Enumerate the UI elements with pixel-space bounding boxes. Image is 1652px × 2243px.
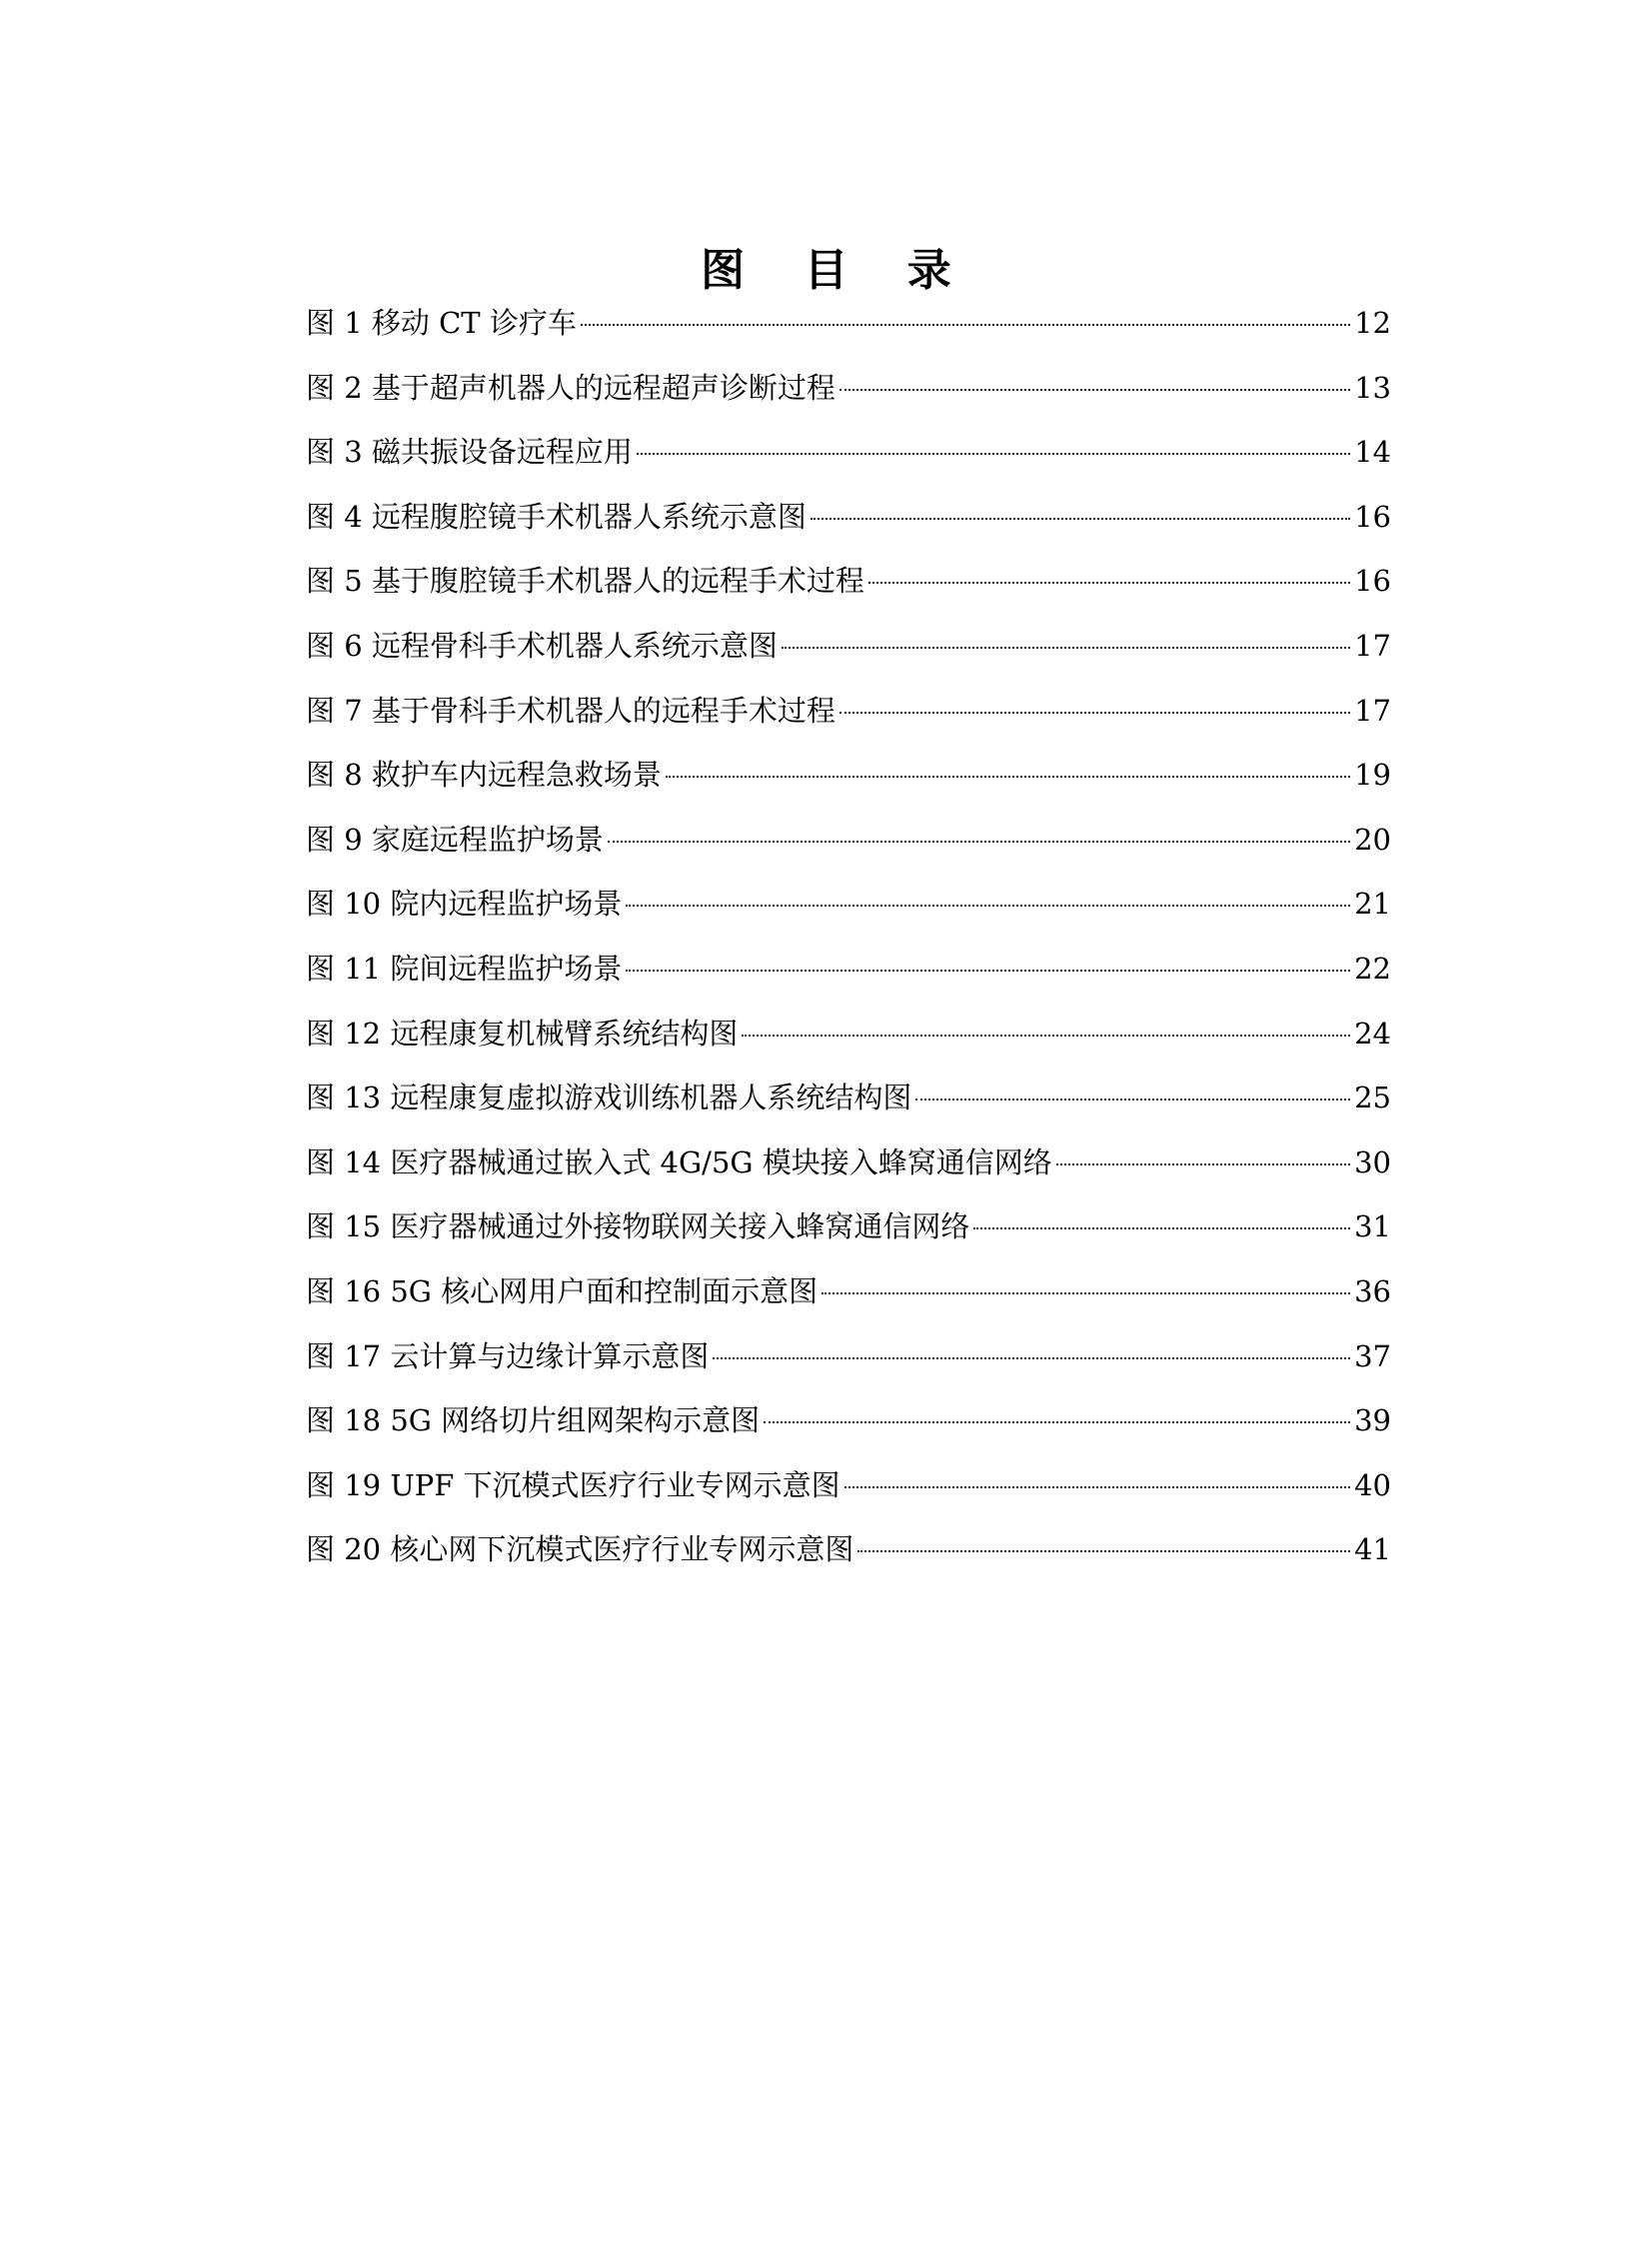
dot-leader <box>713 1357 1350 1359</box>
entry-page-number: 40 <box>1354 1467 1391 1502</box>
entry-title: 图 6 远程骨科手术机器人系统示意图 <box>306 628 778 663</box>
entry-title: 图 18 5G 网络切片组网架构示意图 <box>306 1403 761 1438</box>
toc-entry[interactable] <box>306 679 1391 744</box>
dot-leader <box>666 776 1350 778</box>
toc-entry[interactable] <box>306 1324 1391 1389</box>
dot-leader <box>626 905 1350 907</box>
entry-title: 图 1 移动 CT 诊疗车 <box>306 306 577 340</box>
toc-entry[interactable] <box>306 291 1391 356</box>
entry-page-number: 13 <box>1354 370 1391 405</box>
entry-title: 图 8 救护车内远程急救场景 <box>306 758 662 793</box>
entry-page-number: 12 <box>1354 306 1391 340</box>
toc-entry[interactable] <box>306 1194 1391 1259</box>
entry-page-number: 24 <box>1354 1016 1391 1051</box>
entry-title: 图 15 医疗器械通过外接物联网关接入蜂窝通信网络 <box>306 1209 970 1244</box>
dot-leader <box>581 324 1350 326</box>
entry-title: 图 7 基于骨科手术机器人的远程手术过程 <box>306 693 835 728</box>
entry-page-number: 20 <box>1354 822 1391 857</box>
entry-page-number: 31 <box>1354 1209 1391 1244</box>
entry-page-number: 22 <box>1354 951 1391 986</box>
toc-entry[interactable] <box>306 1259 1391 1324</box>
entry-title: 图 20 核心网下沉模式医疗行业专网示意图 <box>306 1532 854 1567</box>
entry-page-number: 19 <box>1354 758 1391 793</box>
toc-entry[interactable] <box>306 808 1391 873</box>
entry-title: 图 14 医疗器械通过嵌入式 4G/5G 模块接入蜂窝通信网络 <box>306 1144 1052 1179</box>
entry-title: 图 19 UPF 下沉模式医疗行业专网示意图 <box>306 1467 840 1502</box>
dot-leader <box>973 1227 1350 1229</box>
toc-entry[interactable] <box>306 743 1391 808</box>
entry-page-number: 16 <box>1354 564 1391 599</box>
dot-leader <box>868 582 1350 584</box>
toc-entry[interactable] <box>306 1002 1391 1067</box>
entry-page-number: 16 <box>1354 499 1391 534</box>
entry-page-number: 39 <box>1354 1403 1391 1438</box>
entry-page-number: 36 <box>1354 1273 1391 1308</box>
toc-entry[interactable] <box>306 1453 1391 1518</box>
dot-leader <box>839 389 1350 391</box>
toc-entry[interactable] <box>306 614 1391 679</box>
dot-leader <box>608 841 1350 843</box>
toc-entry[interactable] <box>306 420 1391 485</box>
dot-leader <box>915 1099 1350 1101</box>
entry-title: 图 13 远程康复虚拟游戏训练机器人系统结构图 <box>306 1081 912 1116</box>
entry-page-number: 17 <box>1354 628 1391 663</box>
dot-leader <box>857 1550 1350 1552</box>
dot-leader <box>742 1035 1350 1037</box>
toc-entry[interactable] <box>306 549 1391 614</box>
dot-leader <box>811 518 1350 520</box>
toc-entry[interactable] <box>306 1130 1391 1195</box>
entry-title: 图 2 基于超声机器人的远程超声诊断过程 <box>306 370 835 405</box>
dot-leader <box>822 1292 1350 1294</box>
entry-page-number: 17 <box>1354 693 1391 728</box>
dot-leader <box>764 1421 1350 1423</box>
entry-title: 图 12 远程康复机械臂系统结构图 <box>306 1016 739 1051</box>
dot-leader <box>626 970 1350 972</box>
entry-title: 图 11 院间远程监护场景 <box>306 951 623 986</box>
toc-entry[interactable] <box>306 1066 1391 1130</box>
dot-leader <box>1056 1163 1350 1165</box>
dot-leader <box>782 647 1350 649</box>
entry-title: 图 3 磁共振设备远程应用 <box>306 435 633 470</box>
entry-page-number: 41 <box>1354 1532 1391 1567</box>
dot-leader <box>839 712 1350 714</box>
toc-entry[interactable] <box>306 485 1391 550</box>
entry-page-number: 25 <box>1354 1081 1391 1116</box>
entry-title: 图 9 家庭远程监护场景 <box>306 822 604 857</box>
entry-title: 图 16 5G 核心网用户面和控制面示意图 <box>306 1273 819 1308</box>
figure-list <box>306 291 1391 1582</box>
entry-page-number: 37 <box>1354 1338 1391 1373</box>
dot-leader <box>637 453 1350 455</box>
dot-leader <box>844 1486 1350 1488</box>
toc-entry[interactable] <box>306 1517 1391 1582</box>
toc-entry[interactable] <box>306 937 1391 1002</box>
entry-title: 图 10 院内远程监护场景 <box>306 887 623 922</box>
entry-title: 图 17 云计算与边缘计算示意图 <box>306 1338 710 1373</box>
entry-title: 图 5 基于腹腔镜手术机器人的远程手术过程 <box>306 564 864 599</box>
toc-entry[interactable] <box>306 1388 1391 1453</box>
entry-title: 图 4 远程腹腔镜手术机器人系统示意图 <box>306 499 807 534</box>
entry-page-number: 14 <box>1354 435 1391 470</box>
entry-page-number: 21 <box>1354 887 1391 922</box>
page-title: 图 目 录 <box>701 245 973 297</box>
toc-entry[interactable] <box>306 872 1391 937</box>
toc-entry[interactable] <box>306 356 1391 421</box>
entry-page-number: 30 <box>1354 1144 1391 1179</box>
